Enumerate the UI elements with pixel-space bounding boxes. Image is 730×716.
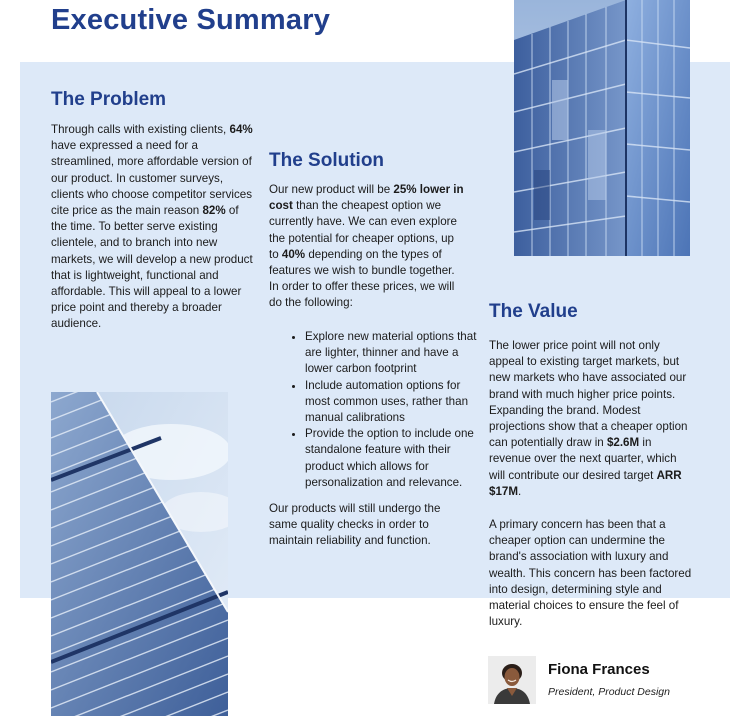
value-paragraph: The lower price point will not only appeal to existing target markets, but new markets who have associated our brand with much higher price points. Expanding the brand. Modest projections show that a cheaper option can potentially draw in $2.6M in revenue over the next quarter, which will contribute our desired target ARR $17M. <box>489 339 688 498</box>
avatar <box>488 656 536 704</box>
page-title: Executive Summary <box>51 4 331 36</box>
value-heading: The Value <box>489 301 578 322</box>
glass-facade-photo <box>51 392 228 716</box>
solution-bullet: • Include automation options for most common uses, rather than manual calibrations <box>305 378 487 427</box>
solution-bullet: • Provide the option to include one standalone feature with their product which allows for personalization and relevance. <box>305 426 487 491</box>
solution-bullet-list <box>287 329 487 491</box>
tower-building-photo <box>514 0 690 256</box>
solution-paragraph: Our new product will be 25% lower in cost than the cheapest option we currently have. We can even explore the potential for cheaper options, up to 40% depending on the types of features we wish to bundle together. In order to offer these prices, we will do the following: <box>269 183 464 310</box>
signature-name: Fiona Frances <box>548 661 650 678</box>
solution-heading: The Solution <box>269 150 385 171</box>
problem-paragraph: Through calls with existing clients, 64% have expressed a need for a streamlined, more affordable version of our product. In customer surveys, clients who choose competitor services cite price as the main reason 82% of the time. To better serve existing clientele, and to branch into new markets, we will develop a new product that is lightweight, functional and affordable. This will appeal to a lower price point and thereby a broader audience. <box>51 123 253 331</box>
solution-bullet: • Explore new material options that are lighter, thinner and have a lower carbon footprint <box>305 329 487 378</box>
signature-role: President, Product Design <box>548 686 670 698</box>
problem-heading: The Problem <box>51 89 167 110</box>
value-concern-paragraph: A primary concern has been that a cheaper option can undermine the brand's association with luxury and wealth. This concern has been factored into design, determining style and material choices to ensure the feel of luxury. <box>489 518 692 629</box>
solution-closing-paragraph: Our products will still undergo the same quality checks in order to maintain reliability and function. <box>269 502 441 548</box>
